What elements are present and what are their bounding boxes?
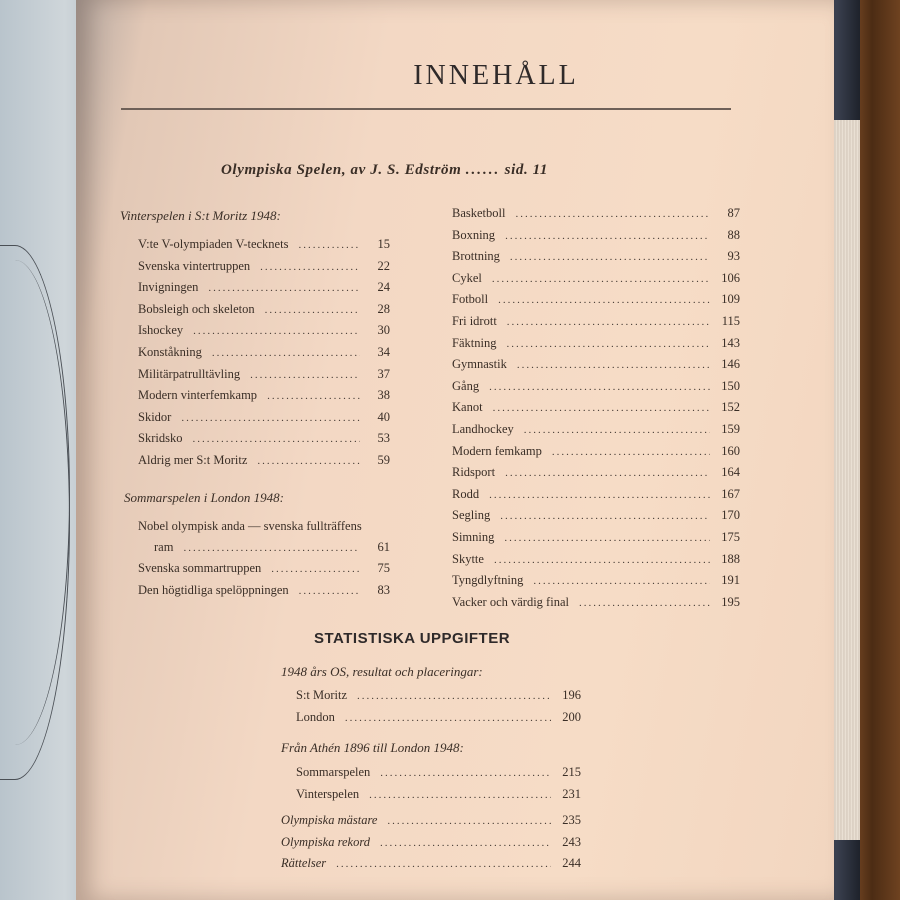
toc-entry-page: 38 [377, 388, 390, 403]
toc-entry-label: Segling [452, 508, 491, 523]
toc-entry [452, 462, 740, 484]
toc-entry [138, 407, 390, 429]
toc-leader-dots [380, 763, 551, 784]
toc-entry [452, 354, 740, 376]
toc-entry [452, 592, 740, 614]
toc-leader-dots [299, 581, 360, 602]
intro-dots: ...... [465, 162, 501, 178]
summer-list [138, 516, 390, 601]
toc-leader-dots [489, 485, 710, 506]
toc-entry-label: S:t Moritz [296, 688, 348, 702]
toc-entry-label: Konståkning [138, 344, 202, 359]
toc-leader-dots [504, 528, 710, 549]
toc-leader-dots [336, 854, 551, 875]
toc-entry [138, 364, 390, 386]
toc-leader-dots [493, 398, 710, 419]
toc-entry [452, 203, 740, 225]
toc-entry [452, 419, 740, 441]
toc-entry-label: Ridsport [452, 465, 496, 480]
toc-entry-page: 170 [721, 508, 740, 523]
toc-entry-label: Kanot [452, 400, 483, 415]
toc-entry-label: Bobsleigh och skeleton [138, 301, 255, 316]
toc-leader-dots [192, 429, 360, 450]
toc-entry-label: Basketboll [452, 206, 506, 220]
toc-entry-page: 167 [721, 486, 740, 501]
toc-entry-label: Skidor [138, 409, 172, 424]
intro-entry [221, 162, 548, 179]
toc-entry-label: Invigningen [138, 280, 199, 295]
toc-entry-label: Tyngdlyftning [452, 573, 524, 588]
title-divider [121, 108, 731, 110]
toc-leader-dots [492, 269, 710, 290]
toc-entry-label: Svenska vintertruppen [138, 258, 251, 273]
toc-entry-label: Simning [452, 529, 495, 544]
toc-entry-label: Olympiska mästare [281, 813, 378, 827]
toc-entry-label: Fäktning [452, 335, 497, 350]
toc-entry [296, 762, 581, 784]
toc-entry [281, 810, 581, 832]
toc-entry-label: ram [154, 539, 174, 554]
toc-leader-dots [369, 785, 551, 806]
toc-entry-page: 196 [562, 688, 581, 702]
toc-entry-page: 83 [377, 582, 390, 597]
results-heading: 1948 års OS, resultat och placeringar: [281, 664, 483, 679]
toc-entry-label: Svenska sommartruppen [138, 561, 262, 576]
toc-entry-label: Rättelser [281, 856, 327, 871]
toc-entry [452, 268, 740, 290]
toc-entry [281, 832, 581, 854]
toc-leader-dots [510, 247, 710, 268]
contents-page [76, 0, 834, 900]
toc-leader-dots [250, 365, 360, 386]
toc-entry [452, 570, 740, 592]
toc-leader-dots [298, 235, 360, 256]
sports-list [452, 203, 740, 613]
history-heading: Från Athén 1896 till London 1948: [281, 740, 464, 755]
toc-entry-page: 22 [377, 258, 390, 273]
toc-entry-page: 146 [721, 357, 740, 372]
toc-leader-dots [505, 463, 710, 484]
toc-leader-dots [387, 811, 551, 832]
toc-leader-dots [357, 686, 551, 707]
page-title: INNEHÅLL [413, 60, 579, 91]
toc-entry-label: Olympiska rekord [281, 834, 370, 849]
toc-entry-label: Skridsko [138, 431, 183, 446]
toc-entry-label: Landhockey [452, 421, 514, 436]
toc-entry-page: 143 [721, 335, 740, 350]
toc-entry [138, 256, 390, 278]
toc-entry-page: 188 [721, 551, 740, 566]
toc-entry-page: 215 [562, 765, 581, 779]
toc-entry-label: Den högtidliga spelöppningen [138, 582, 289, 597]
toc-entry-page: 150 [721, 378, 740, 393]
toc-entry-label: Boxning [452, 227, 496, 242]
toc-entry-label: Skytte [452, 551, 484, 566]
toc-entry-label: V:te V-olympiaden V-tecknets [138, 237, 289, 251]
toc-entry-page: 59 [377, 452, 390, 467]
toc-entry-page: 24 [377, 280, 390, 295]
toc-leader-dots [267, 386, 360, 407]
toc-entry-label: Fotboll [452, 292, 489, 307]
toc-entry [138, 450, 390, 472]
toc-leader-dots [494, 550, 710, 571]
toc-entry-page: 53 [377, 431, 390, 446]
toc-entry-label: Gymnastik [452, 357, 507, 372]
toc-entry-page: 195 [721, 594, 740, 609]
toc-entry-page: 152 [721, 400, 740, 415]
toc-entry [452, 225, 740, 247]
toc-entry-page: 75 [377, 561, 390, 576]
toc-leader-dots [212, 343, 360, 364]
toc-entry [452, 549, 740, 571]
toc-entry-page: 160 [721, 443, 740, 458]
toc-entry-label: Nobel olympisk anda — svenska fullträffens [138, 519, 362, 533]
toc-entry [138, 558, 390, 580]
toc-entry-page: 93 [727, 249, 740, 264]
left-page-illustration-line [0, 260, 70, 780]
toc-entry-page: 15 [377, 237, 390, 251]
toc-entry [452, 441, 740, 463]
toc-leader-dots [524, 420, 710, 441]
toc-leader-dots [271, 559, 360, 580]
toc-entry [452, 505, 740, 527]
toc-entry [138, 516, 390, 537]
toc-leader-dots [208, 278, 360, 299]
toc-entry-label: Vinterspelen [296, 786, 360, 801]
toc-entry-page: 61 [377, 539, 390, 554]
results-list [296, 685, 581, 728]
toc-entry-page: 34 [377, 344, 390, 359]
toc-leader-dots [183, 538, 360, 559]
toc-entry [452, 246, 740, 268]
winter-list [138, 234, 390, 472]
toc-entry [452, 333, 740, 355]
toc-entry-page: 40 [377, 409, 390, 424]
toc-entry [452, 484, 740, 506]
toc-entry-label: Modern vinterfemkamp [138, 388, 258, 403]
toc-entry-label: London [296, 709, 335, 724]
toc-entry [138, 537, 390, 559]
toc-leader-dots [345, 708, 551, 729]
toc-entry [138, 580, 390, 602]
toc-entry-page: 235 [562, 813, 581, 827]
toc-entry [452, 527, 740, 549]
toc-leader-dots [517, 355, 710, 376]
toc-entry [138, 320, 390, 342]
toc-entry-label: Rodd [452, 486, 480, 501]
page-edges [832, 120, 860, 840]
intro-label: Olympiska Spelen, av J. S. Edström [221, 162, 462, 178]
toc-leader-dots [257, 451, 360, 472]
winter-heading: Vinterspelen i S:t Moritz 1948: [120, 208, 281, 223]
toc-entry-page: 191 [721, 573, 740, 588]
toc-leader-dots [260, 257, 360, 278]
toc-entry-label: Gång [452, 378, 480, 393]
toc-entry-label: Ishockey [138, 323, 184, 338]
toc-entry [296, 707, 581, 729]
toc-entry-page: 243 [562, 834, 581, 849]
toc-entry [296, 784, 581, 806]
toc-entry-page: 30 [377, 323, 390, 338]
toc-entry-page: 115 [721, 313, 740, 328]
toc-leader-dots [506, 334, 710, 355]
toc-leader-dots [533, 571, 710, 592]
toc-entry-page: 159 [721, 421, 740, 436]
toc-entry [138, 277, 390, 299]
toc-entry-label: Fri idrott [452, 313, 497, 328]
toc-entry [281, 853, 581, 875]
toc-entry-page: 109 [721, 292, 740, 307]
toc-entry [452, 397, 740, 419]
toc-entry-label: Brottning [452, 249, 500, 264]
toc-entry [452, 376, 740, 398]
toc-entry [138, 342, 390, 364]
toc-leader-dots [498, 290, 710, 311]
toc-entry-page: 231 [562, 786, 581, 801]
toc-entry-label: Aldrig mer S:t Moritz [138, 452, 248, 467]
toc-entry [296, 685, 581, 707]
toc-entry [452, 311, 740, 333]
toc-entry-page: 200 [562, 709, 581, 724]
toc-leader-dots [193, 321, 360, 342]
intro-page: sid. 11 [504, 162, 549, 178]
statistics-heading: STATISTISKA UPPGIFTER [314, 630, 511, 647]
toc-leader-dots [552, 442, 710, 463]
toc-leader-dots [380, 833, 551, 854]
toc-entry [452, 289, 740, 311]
toc-entry-page: 88 [727, 227, 740, 242]
toc-entry [138, 299, 390, 321]
extras-list [281, 810, 581, 875]
toc-entry-page: 28 [377, 301, 390, 316]
toc-entry-page: 175 [721, 529, 740, 544]
toc-entry [138, 428, 390, 450]
toc-leader-dots [489, 377, 710, 398]
history-list [296, 762, 581, 805]
toc-leader-dots [181, 408, 360, 429]
toc-leader-dots [515, 204, 710, 225]
toc-leader-dots [507, 312, 710, 333]
toc-entry [138, 234, 390, 256]
toc-entry-page: 37 [377, 366, 390, 381]
toc-entry [138, 385, 390, 407]
toc-leader-dots [500, 506, 710, 527]
toc-entry-label: Militärpatrulltävling [138, 366, 241, 381]
toc-entry-label: Cykel [452, 270, 482, 285]
toc-leader-dots [265, 300, 360, 321]
toc-entry-page: 87 [727, 206, 740, 220]
toc-entry-page: 106 [721, 270, 740, 285]
toc-leader-dots [579, 593, 710, 614]
toc-entry-label: Sommarspelen [296, 765, 371, 779]
toc-entry-label: Vacker och värdig final [452, 594, 569, 609]
toc-entry-page: 164 [721, 465, 740, 480]
summer-heading: Sommarspelen i London 1948: [124, 490, 284, 505]
toc-entry-page: 244 [562, 856, 581, 871]
toc-entry-label: Modern femkamp [452, 443, 542, 458]
toc-leader-dots [505, 226, 710, 247]
